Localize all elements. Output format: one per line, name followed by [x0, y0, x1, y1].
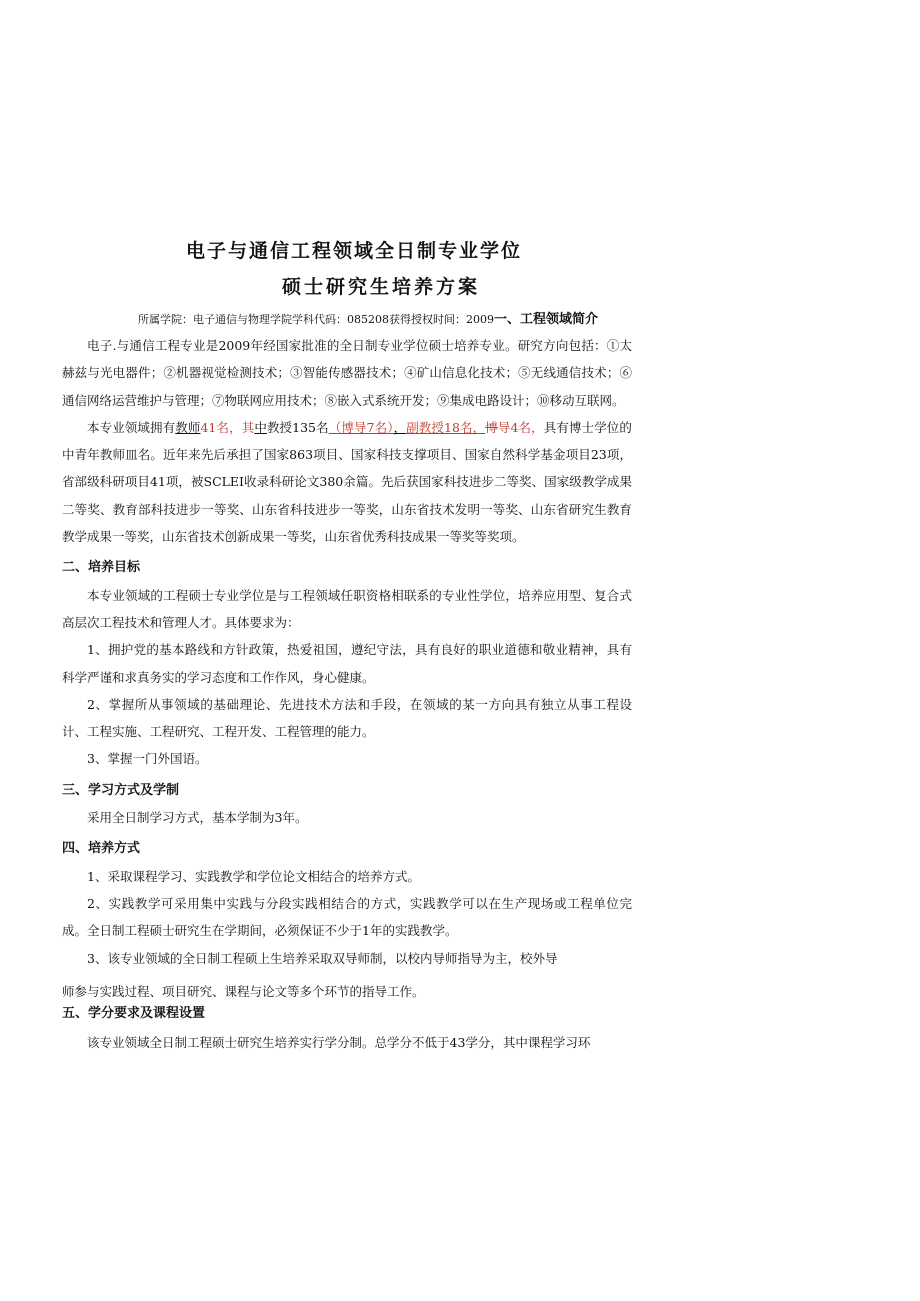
section3-paragraph-1: 采用全日制学习方式，基本学制为3年。: [87, 810, 308, 826]
section4-paragraph-4: 师参与实践过程、项目研究、课程与论文等多个环节的指导工作。: [62, 983, 425, 999]
document-title-line2: 硕士研究生培养方案: [282, 276, 481, 298]
p2-text-b: 教师: [175, 419, 201, 435]
section2-paragraph-1: 本专业领域的工程硕士专业学位是与工程领域任职资格相联系的专业性学位，培养应用型、复合式高层次工程技术和管理人才。具体要求为：: [62, 587, 632, 630]
document-body: [62, 332, 632, 1056]
section2-paragraph-4: 3、掌握一门外国语。: [87, 751, 208, 767]
meta-info: 所属学院：电子通信与物理学院学科代码：085208获得授权时间：2009: [138, 313, 494, 326]
section5-heading: 五、学分要求及课程设置: [62, 1006, 206, 1022]
p2-text-c: 41名，其: [200, 419, 255, 435]
p2-text-e: 教授135名: [266, 419, 329, 435]
p2-text-j: 导4名，: [497, 419, 544, 435]
section2-paragraph-3: 2、掌握所从事领域的基础理论、先进技术方法和手段，在领域的某一方向具有独立从事工程设计、工程实施、工程研究、工程开发、工程管理的能力。: [62, 696, 632, 740]
section4-paragraph-2: 2、实践教学可采用集中实践与分段实践相结合的方式，实践教学可以在生产现场或工程单位完成。全日制工程硕士研究生在学期间，必须保证不少于1年的实践教学。: [62, 895, 632, 939]
section4-paragraph-3: 3、该专业领域的全日制工程硕上生培养采取双导师制，以校内导师指导为主，校外导: [87, 950, 558, 966]
p2-text-h: 副教授18名，: [406, 419, 486, 435]
p2-text-d: 中: [254, 419, 267, 435]
section1-paragraph-2: [62, 414, 632, 550]
section1-heading: 一、工程领域简介: [493, 312, 598, 327]
section5-paragraph-1: 该专业领域全日制工程硕士研究生培养实行学分制。总学分不低于43学分，其中课程学习环: [87, 1035, 591, 1051]
p2-text-a: 本专业领域拥有: [87, 419, 176, 435]
section3-heading: 三、学习方式及学制: [62, 782, 180, 798]
section2-paragraph-2: 1、拥护党的基本路线和方针政策，热爱祖国，遵纪守法，具有良好的职业道德和敬业精神，具有科学严谨和求真务实的学习态度和工作作风，身心健康。: [62, 642, 632, 685]
section2-heading: 二、培养目标: [62, 560, 141, 576]
p2-text-i: 博: [485, 419, 498, 435]
p2-text-g: ，: [393, 419, 407, 435]
p2-text-f: （博导7名）: [328, 419, 394, 435]
section4-heading: 四、培养方式: [62, 841, 141, 857]
p2-text-k: 具有博士学位的中青年教师皿名。近年来先后承担了国家863项目、国家科技支撑项目、国家自然科学基金项目23项，省部级科研项目41项，被SCLEI收录科研论文380余篇。先后获国家科技进步二等奖、国家级教学成果二等奖、教育部科技进步一等奖、山东省科技进步一等奖，山东省技术发明一等奖、山东省研究生教育教学成果一等奖，山东省技术创新成果一等奖，山东省优秀科技成果一等奖等奖项。: [62, 419, 632, 545]
section1-paragraph-1: 电子.与通信工程专业是2009年经国家批准的全日制专业学位硕士培养专业。研究方向包括：①太赫兹与光电器件；②机器视觉检测技术；③智能传感器技术；④矿山信息化技术；⑤无线通信技术；⑥通信网络运营维护与管理；⑦物联网应用技术；⑧嵌入式系统开发；⑨集成电路设计；⑩移动互联网。: [62, 338, 632, 408]
section4-paragraph-1: 1、采取课程学习、实践教学和学位论文相结合的培养方式。: [87, 868, 420, 884]
document-title-line1: 电子与通信工程领域全日制专业学位: [186, 240, 523, 262]
meta-line: [138, 308, 598, 327]
